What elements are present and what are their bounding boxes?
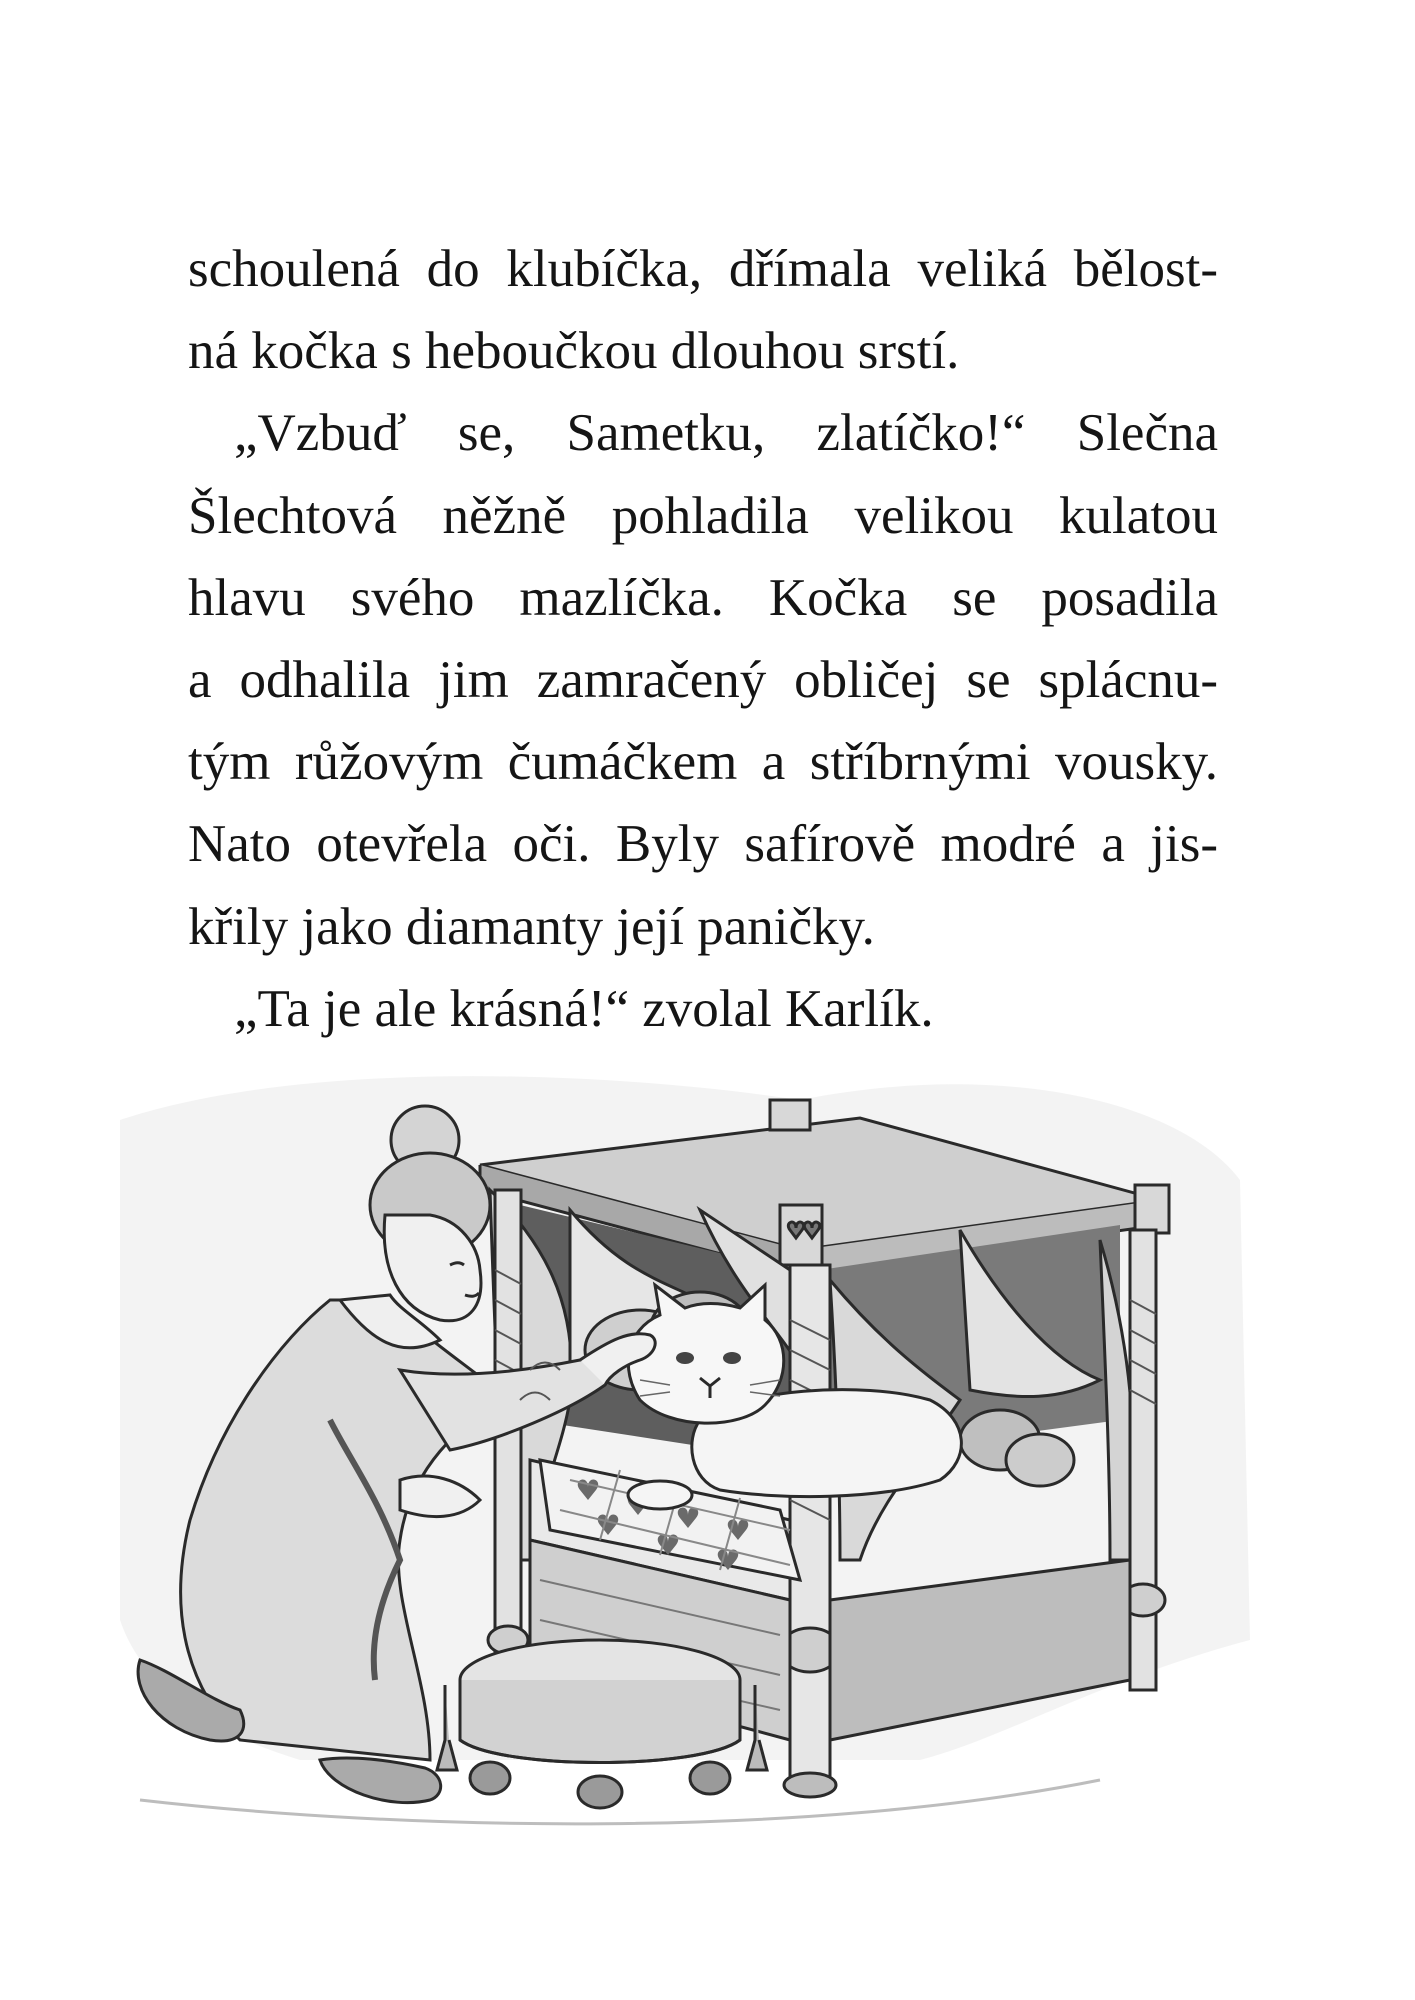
text-line: hlavu svého mazlíčka. Kočka se posadila <box>188 568 1218 627</box>
text-line: tým růžovým čumáčkem a stříbrnými vousky. <box>188 733 1218 792</box>
text-line: „Ta je ale krásná!“ zvolal Karlík. <box>234 979 934 1038</box>
text-line: Nato otevřela oči. Byly safírově modré a jis- <box>188 815 1218 874</box>
text-line: schoulená do klubíčka, dřímala veliká bělost- <box>188 240 1218 298</box>
text-line: křily jako diamanty její paničky. <box>188 897 875 956</box>
illustration-lady-and-cat-bed <box>100 1040 1260 1860</box>
illustration-svg <box>100 1040 1260 1860</box>
text-line: a odhalila jim zamračený obličej se splácnu- <box>188 650 1218 709</box>
story-text <box>188 228 1218 1050</box>
footstool <box>437 1640 767 1808</box>
text-line: Šlechtová něžně pohladila velikou kulatou <box>188 486 1218 545</box>
text-line: ná kočka s heboučkou dlouhou srstí. <box>188 322 960 381</box>
text-line: „Vzbuď se, Sametku, zlatíčko!“ Slečna <box>234 404 1218 463</box>
